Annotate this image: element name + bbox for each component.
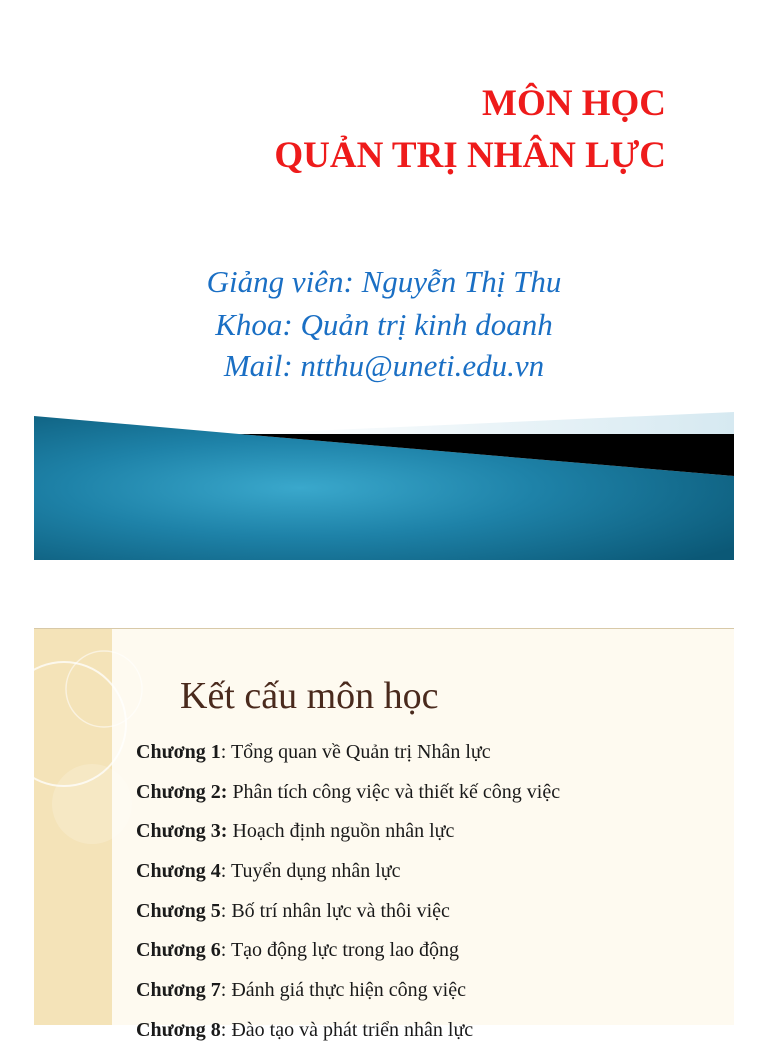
chapter-item xyxy=(136,777,560,817)
chapter-item xyxy=(136,737,560,777)
chapter-item xyxy=(136,975,560,1015)
structure-heading: Kết cấu môn học xyxy=(180,675,439,717)
chapter-item xyxy=(136,816,560,856)
chapter-list xyxy=(136,737,560,1055)
banner-pale-strip xyxy=(244,412,734,434)
email-line: Mail: ntthu@uneti.edu.vn xyxy=(223,348,545,383)
chapter-label: Chương 2: xyxy=(136,780,228,803)
chapter-label: Chương 5 xyxy=(136,899,221,922)
chapter-item xyxy=(136,1015,560,1055)
course-title-line-1: MÔN HỌC xyxy=(482,83,666,124)
chapter-title: : Đào tạo và phát triển nhân lực xyxy=(220,1018,474,1041)
chapter-title: : Bố trí nhân lực và thôi việc xyxy=(220,899,450,922)
chapter-item xyxy=(136,856,560,896)
chapter-label: Chương 8 xyxy=(136,1018,221,1041)
sidebar-circle-fill xyxy=(52,764,132,844)
chapter-title: : Tuyển dụng nhân lực xyxy=(220,860,401,883)
decorative-sidebar xyxy=(34,629,112,1025)
decorative-banner xyxy=(34,412,734,560)
course-title-line-2: QUẢN TRỊ NHÂN LỰC xyxy=(274,135,666,176)
chapter-label: Chương 3: xyxy=(136,820,228,843)
chapter-label: Chương 6 xyxy=(136,939,221,962)
chapter-title: : Tổng quan về Quản trị Nhân lực xyxy=(220,741,491,763)
chapter-label: Chương 7 xyxy=(136,979,221,1002)
faculty-line: Khoa: Quản trị kinh doanh xyxy=(215,307,553,342)
chapter-label: Chương 1 xyxy=(136,741,221,763)
chapter-title: : Đánh giá thực hiện công việc xyxy=(220,979,466,1002)
chapter-label: Chương 4 xyxy=(136,860,221,883)
chapter-title: Hoạch định nguồn nhân lực xyxy=(227,820,455,843)
chapter-title: Phân tích công việc và thiết kế công việc xyxy=(227,780,561,803)
chapter-item xyxy=(136,896,560,936)
slide-course-structure xyxy=(34,628,734,1041)
chapter-item xyxy=(136,935,560,975)
chapter-title: : Tạo động lực trong lao động xyxy=(220,939,459,962)
lecturer-line: Giảng viên: Nguyễn Thị Thu xyxy=(206,264,562,299)
